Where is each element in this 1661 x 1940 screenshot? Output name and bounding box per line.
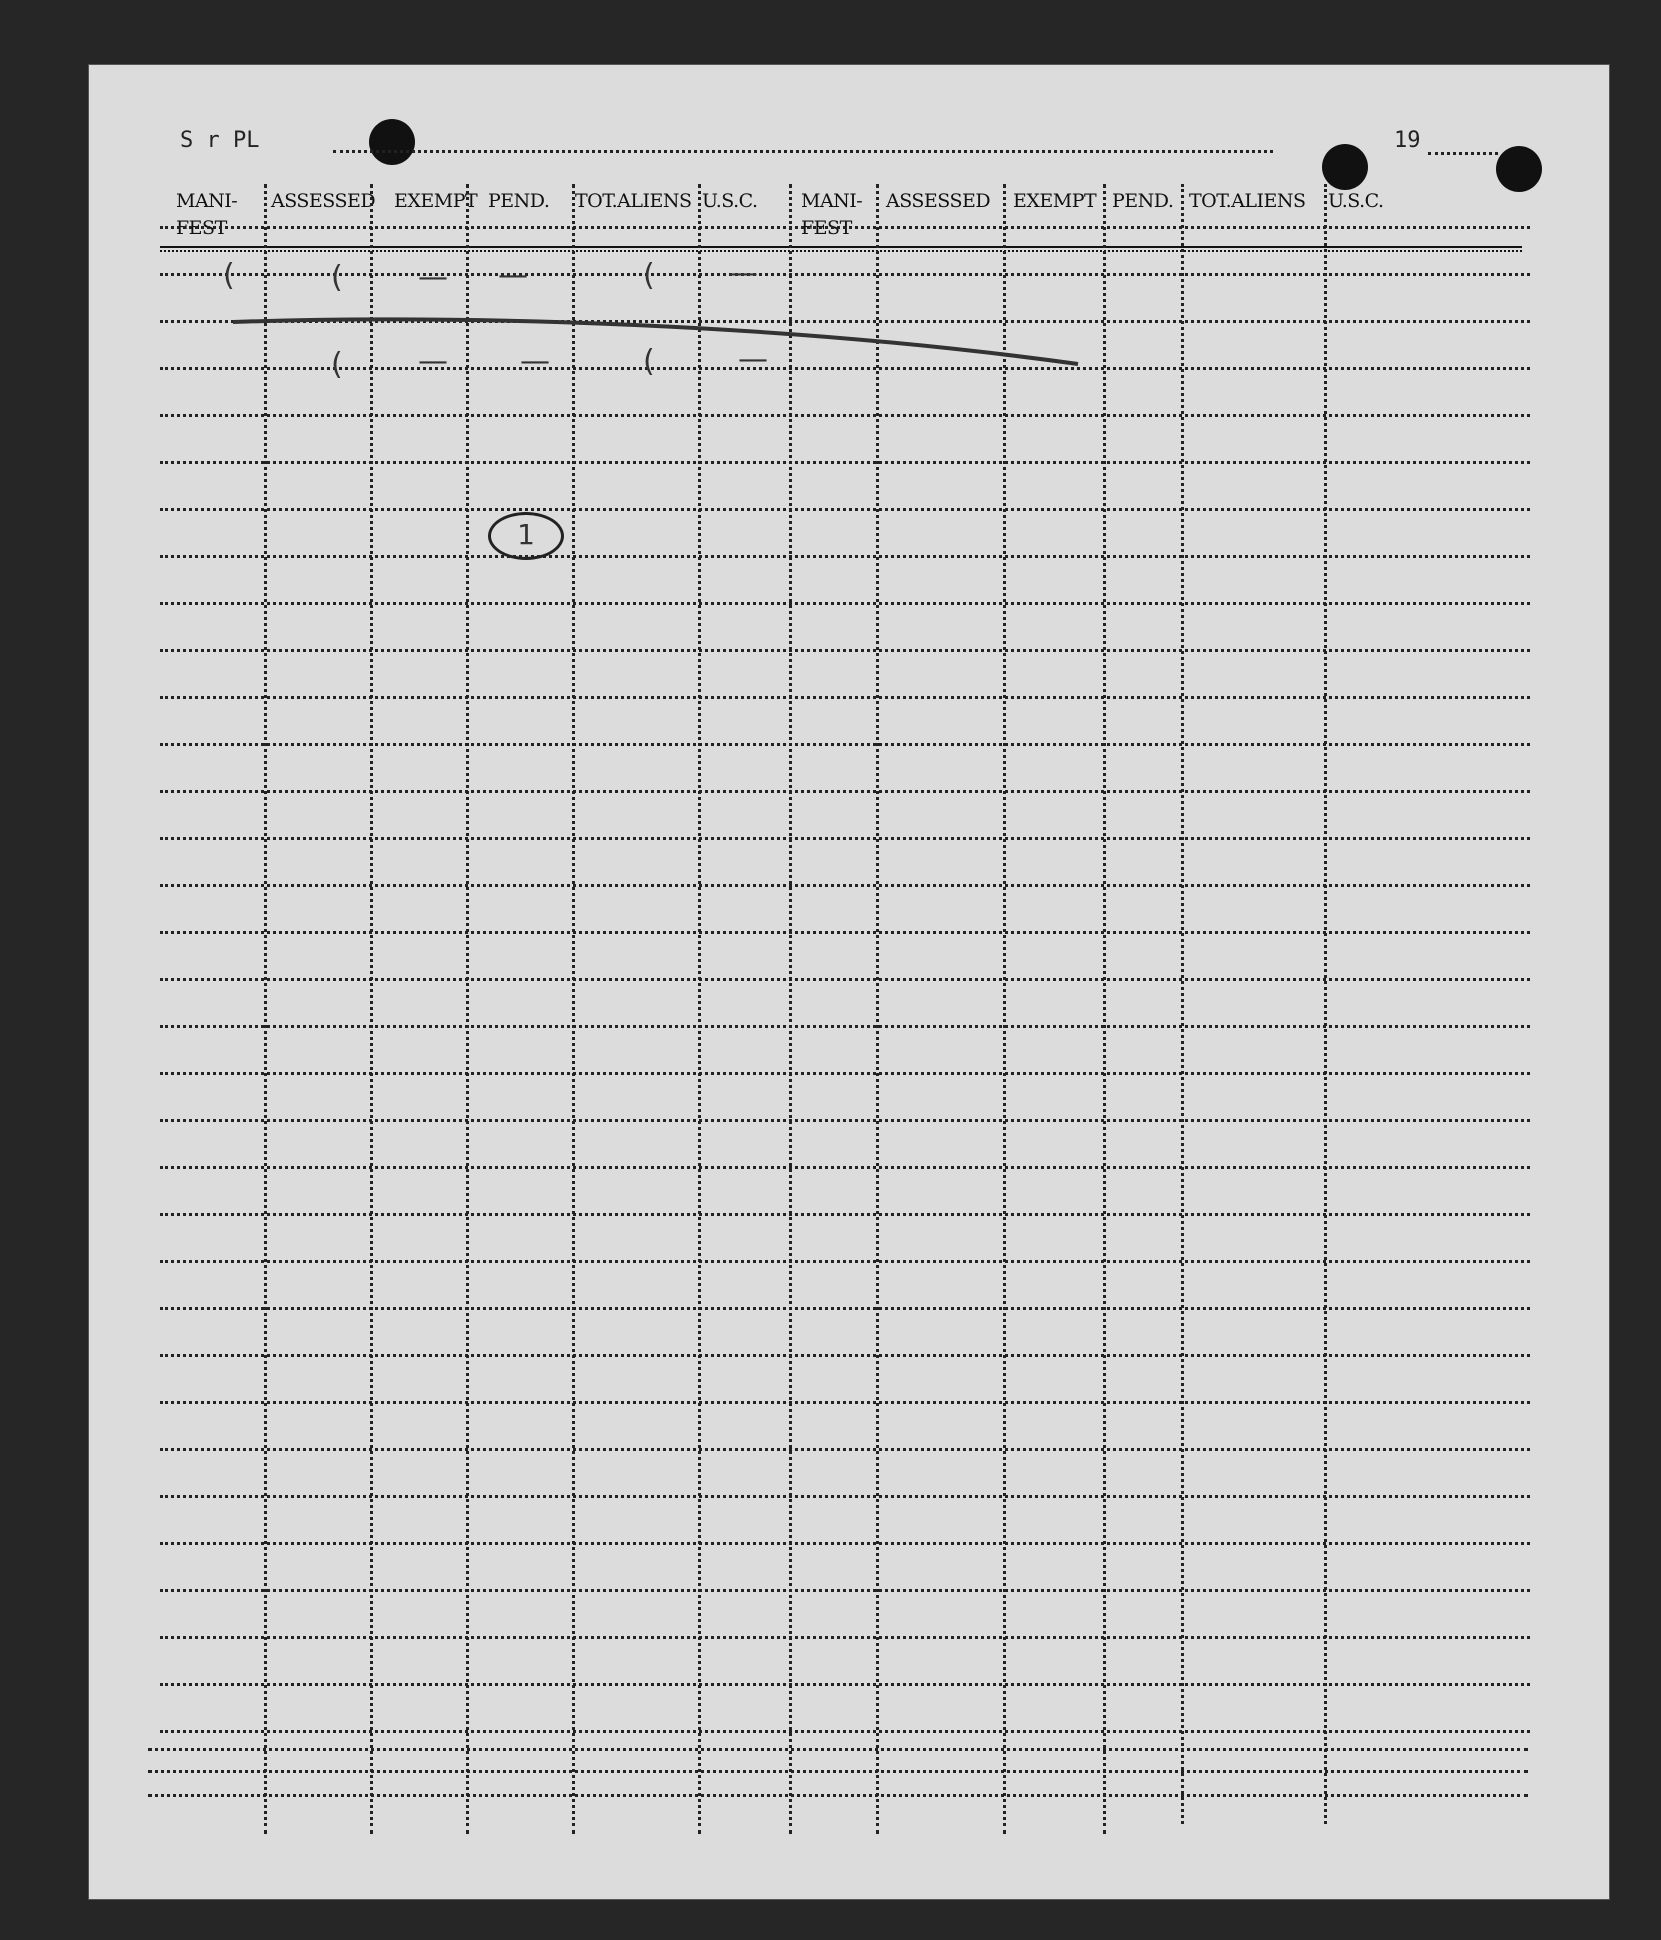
- form-title: S r PL: [180, 128, 260, 153]
- hw-row1-pend: —: [498, 258, 528, 293]
- col-header-manifest-1: MANI- FEST: [176, 190, 238, 239]
- col-header-usc-2: U.S.C.: [1328, 190, 1384, 212]
- col-header-pend-1: PEND.: [488, 190, 550, 212]
- hw-row2-tot-aliens: (: [643, 344, 655, 379]
- hw-row1-exempt: —: [418, 260, 448, 295]
- hw-row2-pend: —: [520, 344, 550, 379]
- col-header-assessed-1: ASSESSED: [271, 190, 376, 212]
- hw-row1-usc: —: [728, 256, 758, 291]
- year-label: 19: [1394, 128, 1421, 153]
- hw-row1-assessed: (: [331, 260, 343, 295]
- col-header-manifest-2: MANI- FEST: [801, 190, 863, 239]
- hw-circled-entry: 1: [488, 512, 564, 560]
- hw-row2-usc: —: [738, 342, 768, 377]
- col-header-tot-aliens-1: TOT.ALIENS: [575, 190, 692, 212]
- strike-through-line: [88, 64, 1610, 1900]
- hw-row1-tot-aliens: (: [643, 258, 655, 293]
- hw-row1-manifest: (: [223, 258, 235, 293]
- hw-row2-assessed: (: [331, 347, 343, 382]
- col-header-usc-1: U.S.C.: [702, 190, 758, 212]
- col-header-exempt-1: EXEMPT: [394, 190, 478, 212]
- col-header-assessed-2: ASSESSED: [886, 190, 991, 212]
- form-sheet: [88, 64, 1610, 1900]
- col-header-pend-2: PEND.: [1112, 190, 1174, 212]
- col-header-exempt-2: EXEMPT: [1013, 190, 1097, 212]
- hw-row2-exempt: —: [418, 344, 448, 379]
- col-header-tot-aliens-2: TOT.ALIENS: [1189, 190, 1306, 212]
